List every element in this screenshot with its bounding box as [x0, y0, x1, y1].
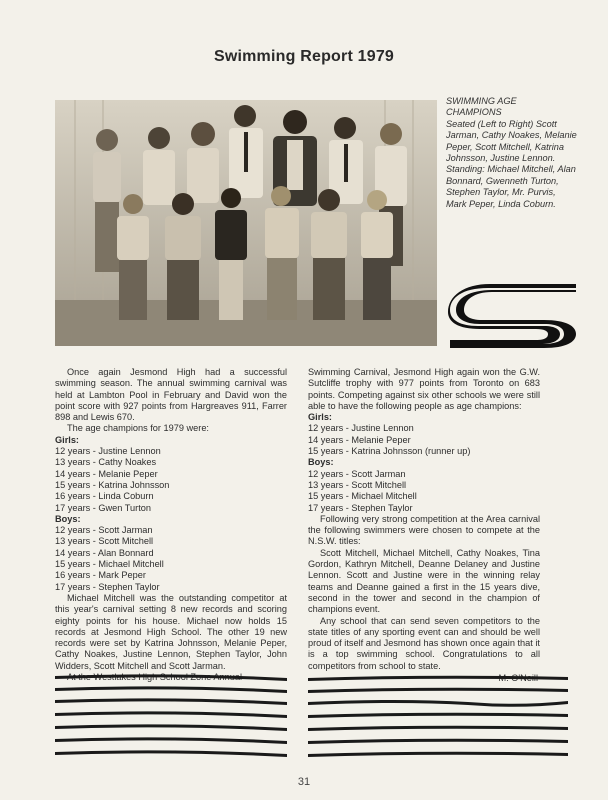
paragraph: Once again Jesmond High had a successful swimming season. The annual swimming carnival was held at Lambton Pool in February and David won the point score with 927 points from Hargreaves 911, Farrer 898 and Lewis 670. [55, 367, 287, 423]
list-item: 14 years - Alan Bonnard [55, 547, 154, 558]
paragraph: Michael Mitchell was the outstanding competitor at this year's carnival setting 8 new records and scoring eighty points for his house. Michael now holds 15 records at Jesmond High School. The other 19 new records were set by Katrina Johnsson, Melanie Peper, Cathy Noakes, Justine Lennon, Stephen Taylor, John Widders, Scott Mitchell and Scott Jarman. [55, 592, 287, 671]
team-photo [55, 100, 437, 346]
list-item: 14 years - Melanie Peper [55, 468, 158, 479]
girls-heading: Girls: [308, 412, 332, 423]
paragraph: Swimming Carnival, Jesmond High again won the G.W. Sutcliffe trophy with 977 points from Toronto on 683 points. Competing against six other schools we were still able to have the following people as age champions: [308, 367, 540, 411]
list-item: 17 years - Gwen Turton [55, 502, 152, 513]
page-title: Swimming Report 1979 [213, 48, 395, 65]
list-item: 13 years - Scott Mitchell [308, 479, 407, 490]
caption-body: Seated (Left to Right) Scott Jarman, Cathy Noakes, Melanie Peper, Scott Mitchell, Katrina Johnsson, Justine Lennon. Standing: Michael Mitchell, Alan Bonnard, Gwenneth Turton, Stephen Taylor, Mr. Purvis, Mark Peper, Linda Coburn. [446, 118, 577, 209]
photo-caption [446, 96, 578, 210]
list-item: 15 years - Michael Mitchell [308, 491, 417, 502]
list-item: 12 years - Scott Jarman [308, 468, 406, 479]
wave-lines-decoration-left [55, 672, 287, 760]
list-item: 15 years - Katrina Johnsson [55, 479, 170, 490]
paragraph: Any school that can send seven competitors to the state titles of any sporting event can and should be well proud of itself and Jesmond has shown once again that it is a top swimming school. Congratulations to all competitors from school to state. [308, 615, 540, 671]
caption-heading: SWIMMING AGE [446, 96, 517, 106]
boys-heading: Boys: [55, 513, 81, 524]
list-item: 16 years - Linda Coburn [55, 491, 154, 502]
list-item: 14 years - Melanie Peper [308, 434, 411, 445]
girls-heading: Girls: [55, 434, 79, 445]
wave-lines-decoration-right [308, 672, 568, 760]
drop-cap-s-graphic [448, 284, 578, 348]
paragraph: Scott Mitchell, Michael Mitchell, Cathy Noakes, Tina Gordon, Kathryn Mitchell, Deanne Delaney and Justine Lennon. Scott and Justine were in the winning relay teams and Deanne gained a first in the 15 years dive, second in the tower and second in the champion of champions event. [308, 547, 540, 615]
boys-heading: Boys: [308, 457, 334, 468]
caption-subheading: CHAMPIONS [446, 107, 502, 118]
list-item: 17 years - Stephen Taylor [308, 502, 413, 513]
team-photo-image [55, 100, 437, 346]
paragraph: Following very strong competition at the Area carnival the following swimmers were chosen to compete at the N.S.W. titles: [308, 513, 540, 547]
list-item: 15 years - Katrina Johnsson (runner up) [308, 446, 471, 457]
list-item: 12 years - Justine Lennon [308, 423, 414, 434]
list-item: 12 years - Scott Jarman [55, 525, 153, 536]
article-column-left [55, 367, 287, 683]
article-column-right [308, 367, 540, 684]
list-item: 17 years - Stephen Taylor [55, 581, 160, 592]
list-item: 13 years - Scott Mitchell [55, 536, 154, 547]
page-number: 31 [297, 776, 311, 788]
list-item: 16 years - Mark Peper [55, 570, 146, 581]
list-item: 15 years - Michael Mitchell [55, 559, 164, 570]
list-item: 12 years - Justine Lennon [55, 446, 161, 457]
paragraph: The age champions for 1979 were: [67, 423, 209, 434]
list-item: 13 years - Cathy Noakes [55, 457, 157, 468]
